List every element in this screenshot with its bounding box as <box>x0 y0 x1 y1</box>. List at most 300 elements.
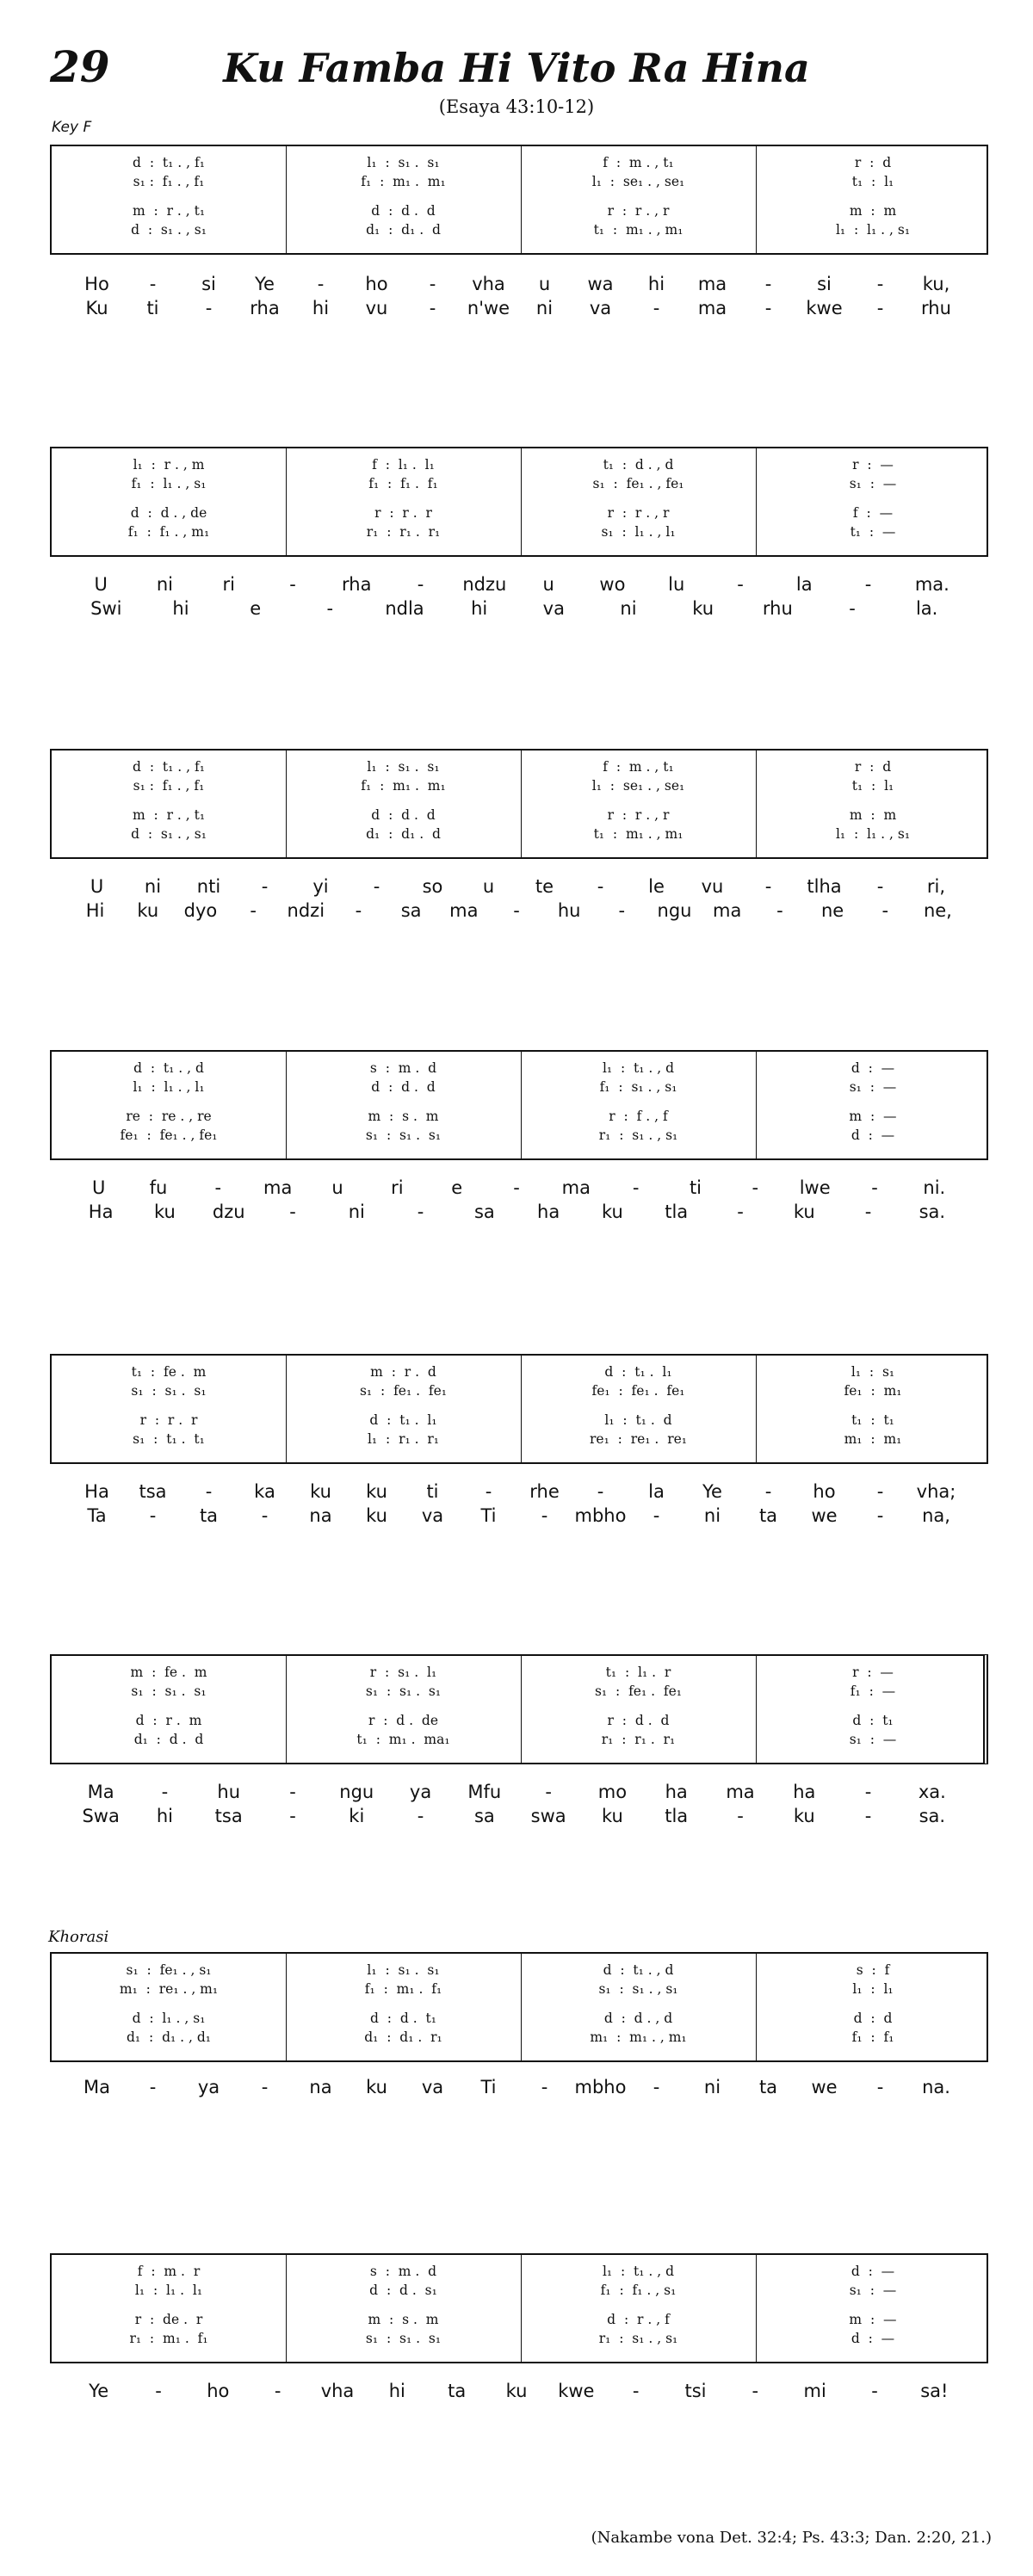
syllable-hyphen: - <box>205 298 213 318</box>
solfa-voice-line: l₁ : se₁ . , se₁ <box>591 778 685 794</box>
solfa-voice-line: s₁ : — <box>849 476 897 491</box>
solfa-voice-line: s₁ : s₁ . s₁ <box>365 1683 442 1699</box>
solfa-voice-line: l₁ : s₁ . s₁ <box>367 155 440 170</box>
solfa-voice-line: m : r . , t₁ <box>132 203 206 219</box>
lyric-syllable: si <box>817 274 832 294</box>
lyric-syllable: we <box>811 2077 838 2097</box>
solfa-voice-line: f₁ : m₁ . f₁ <box>364 1981 442 1997</box>
solfa-voice-line: s₁ : — <box>849 2283 897 2298</box>
syllable-hyphen: - <box>289 1782 296 1802</box>
lyric-syllable: Ha <box>88 1202 114 1222</box>
lyric-syllable: ni. <box>923 1177 946 1198</box>
lyric-syllable: ni <box>144 876 162 897</box>
syllable-hyphen: - <box>417 1202 424 1222</box>
lyric-syllable: vha <box>320 2381 355 2401</box>
solfa-voice-line: d : — <box>851 2264 895 2279</box>
syllable-hyphen: - <box>355 900 362 921</box>
solfa-voice-line: d : t₁ <box>852 1713 894 1728</box>
lyric-syllable: hi <box>388 2381 405 2401</box>
solfa-voice-line: f : — <box>852 505 894 521</box>
lyric-syllable: ku <box>137 900 159 921</box>
staff-box <box>50 2253 988 2363</box>
lyric-syllable: Ti <box>480 2077 497 2097</box>
lyric-syllable: ti <box>146 298 159 318</box>
lyric-syllable: ndzi <box>287 900 325 921</box>
syllable-hyphen: - <box>632 2381 640 2401</box>
syllable-hyphen: - <box>737 1202 744 1222</box>
lyric-syllable: ku <box>793 1806 815 1826</box>
lyric-syllable: si <box>201 274 216 294</box>
lyric-syllable: ri <box>391 1177 404 1198</box>
lyric-syllable: Ye <box>89 2381 109 2401</box>
solfa-voice-line: t₁ : m₁ . , m₁ <box>593 222 684 238</box>
syllable-hyphen: - <box>632 1177 640 1198</box>
lyric-syllable: ma <box>561 1177 591 1198</box>
solfa-voice-line: r₁ : s₁ . , s₁ <box>598 1127 678 1143</box>
lyric-syllable: ha <box>665 1782 688 1802</box>
solfa-voice-line: r : d . d <box>607 1713 670 1728</box>
lyric-syllable: va <box>421 2077 444 2097</box>
staff-box <box>50 447 988 557</box>
lyric-syllable: hi <box>172 598 189 619</box>
solfa-voice-line: d : — <box>851 2331 895 2346</box>
syllable-hyphen: - <box>764 274 772 294</box>
lyric-syllable: na <box>309 1505 332 1526</box>
syllable-hyphen: - <box>876 2077 884 2097</box>
solfa-voice-line: l₁ : l₁ . , s₁ <box>835 222 911 238</box>
solfa-voice-line: r₁ : m₁ . f₁ <box>129 2331 208 2346</box>
solfa-voice-line: s₁ : s₁ . s₁ <box>365 1127 442 1143</box>
solfa-voice-line: m₁ : m₁ . , m₁ <box>590 2029 687 2045</box>
lyric-line <box>69 1505 964 1529</box>
lyric-syllable: ngu <box>339 1782 374 1802</box>
solfa-voice-line: l₁ : r₁ . r₁ <box>367 1431 440 1447</box>
solfa-voice-line: f₁ : l₁ . , s₁ <box>131 476 207 491</box>
lyric-syllable: ngu <box>657 900 692 921</box>
lyric-syllable: ni <box>535 298 554 318</box>
lyric-syllable: sa! <box>920 2381 949 2401</box>
lyric-syllable: hu <box>217 1782 241 1802</box>
hymn-title: Ku Famba Hi Vito Ra Hina <box>223 45 810 91</box>
syllable-hyphen: - <box>149 2077 157 2097</box>
solfa-voice-line: r : — <box>852 1665 894 1680</box>
lyric-line <box>69 1782 964 1806</box>
lyric-line <box>69 1202 964 1226</box>
solfa-voice-line: d : d . d <box>371 807 436 823</box>
syllable-hyphen: - <box>752 2381 759 2401</box>
syllable-hyphen: - <box>653 1505 660 1526</box>
solfa-voice-line: r : r . , r <box>607 807 670 823</box>
lyric-syllable: U <box>94 574 108 595</box>
solfa-voice-line: r : s₁ . l₁ <box>369 1665 437 1680</box>
lyric-syllable: la <box>648 1481 665 1502</box>
solfa-voice-line: d₁ : d₁ . , d₁ <box>127 2029 211 2045</box>
lyric-syllable: ma <box>697 274 727 294</box>
solfa-voice-line: r : f . , f <box>609 1109 668 1124</box>
lyric-syllable: ta <box>448 2381 467 2401</box>
lyric-syllable: ku <box>310 1481 331 1502</box>
syllable-hyphen: - <box>864 1202 872 1222</box>
solfa-voice-line: t₁ : — <box>850 524 896 540</box>
lyric-syllable: mbho <box>574 1505 627 1526</box>
syllable-hyphen: - <box>864 1782 872 1802</box>
lyric-syllable: ya <box>409 1782 432 1802</box>
lyric-syllable: ma <box>449 900 479 921</box>
lyric-syllable: va <box>542 598 565 619</box>
solfa-voice-line: s₁ : t₁ . t₁ <box>133 1431 205 1447</box>
solfa-voice-line: s₁ : fe₁ . , fe₁ <box>592 476 684 491</box>
lyric-line <box>69 598 964 622</box>
lyric-syllable: Ti <box>480 1505 497 1526</box>
lyric-syllable: tlha <box>807 876 842 897</box>
solfa-voice-line: m : — <box>849 2312 897 2327</box>
syllable-hyphen: - <box>205 1481 213 1502</box>
solfa-voice-line: l₁ : s₁ . s₁ <box>367 759 440 775</box>
solfa-voice-line: m : r . , t₁ <box>132 807 206 823</box>
solfa-voice-line: t₁ : l₁ <box>851 778 894 794</box>
solfa-voice-line: d : t₁ . , f₁ <box>133 155 205 170</box>
syllable-hyphen: - <box>653 2077 660 2097</box>
solfa-voice-line: d : d . d <box>371 203 436 219</box>
syllable-hyphen: - <box>864 574 872 595</box>
solfa-voice-line: t₁ : l₁ . r <box>605 1665 671 1680</box>
solfa-voice-line: l₁ : t₁ . , d <box>602 2264 675 2279</box>
lyric-syllable: sa <box>473 1806 495 1826</box>
lyric-syllable: ku <box>793 1202 815 1222</box>
footnote-references: (Nakambe vona Det. 32:4; Ps. 43:3; Dan. 2:20, 21.) <box>591 2529 992 2547</box>
solfa-voice-line: d : d . s₁ <box>369 2283 437 2298</box>
lyric-syllable: ri, <box>926 876 946 897</box>
lyric-syllable: Mfu <box>467 1782 502 1802</box>
lyric-syllable: ya <box>197 2077 220 2097</box>
lyric-syllable: Hi <box>85 900 105 921</box>
staff-box <box>50 1354 988 1464</box>
solfa-voice-line: fe₁ : fe₁ . , fe₁ <box>120 1127 218 1143</box>
syllable-hyphen: - <box>261 2077 269 2097</box>
syllable-hyphen: - <box>876 876 884 897</box>
solfa-voice-line: s₁ : — <box>849 1732 897 1747</box>
lyric-line <box>69 1177 964 1202</box>
staff-box <box>50 1654 988 1764</box>
lyric-syllable: dzu <box>212 1202 245 1222</box>
syllable-hyphen: - <box>261 876 269 897</box>
solfa-voice-line: t₁ : fe . m <box>131 1364 207 1380</box>
lyric-syllable: vu <box>365 298 388 318</box>
lyric-syllable: ne <box>820 900 844 921</box>
solfa-voice-line: l₁ : l₁ . l₁ <box>134 2283 203 2298</box>
lyric-syllable: nti <box>196 876 221 897</box>
lyric-syllable: na. <box>922 2077 950 2097</box>
solfa-voice-line: s : m . d <box>369 1060 437 1076</box>
lyric-syllable: kwe <box>558 2381 595 2401</box>
lyric-syllable: we <box>811 1505 838 1526</box>
solfa-voice-line: f₁ : f₁ . f₁ <box>368 476 438 491</box>
syllable-hyphen: - <box>317 274 325 294</box>
lyric-syllable: ma <box>713 900 742 921</box>
solfa-voice-line: f : l₁ . l₁ <box>372 457 435 473</box>
lyric-syllable: ka <box>254 1481 275 1502</box>
solfa-voice-line: d₁ : d₁ . d <box>366 222 441 238</box>
lyric-syllable: ho <box>813 1481 836 1502</box>
solfa-voice-line: d : s₁ . , s₁ <box>131 826 207 842</box>
staff-box <box>50 1952 988 2062</box>
lyric-syllable: lu <box>668 574 685 595</box>
lyric-syllable: u <box>331 1177 343 1198</box>
lyric-syllable: sa <box>473 1202 495 1222</box>
solfa-voice-line: t₁ : l₁ <box>851 174 894 189</box>
lyric-syllable: rha <box>342 574 372 595</box>
syllable-hyphen: - <box>513 900 520 921</box>
solfa-voice-line: m₁ : re₁ . , m₁ <box>119 1981 219 1997</box>
solfa-voice-line: d : s₁ . , s₁ <box>131 222 207 238</box>
solfa-voice-line: f₁ : — <box>850 1683 896 1699</box>
solfa-voice-line: d : t₁ . , f₁ <box>133 759 205 775</box>
solfa-voice-line: d : t₁ . , d <box>603 1962 674 1978</box>
lyric-syllable: va <box>421 1505 444 1526</box>
lyric-syllable: yi <box>312 876 329 897</box>
lyric-syllable: ti <box>689 1177 702 1198</box>
lyric-syllable: tsa <box>139 1481 167 1502</box>
lyric-syllable: hi <box>471 598 488 619</box>
lyric-syllable: ku <box>602 1202 623 1222</box>
solfa-voice-line: m : m <box>849 203 897 219</box>
solfa-voice-line: d : t₁ . l₁ <box>369 1412 437 1428</box>
solfa-voice-line: fe₁ : fe₁ . fe₁ <box>591 1383 685 1399</box>
lyric-syllable: ti <box>426 1481 439 1502</box>
solfa-voice-line: d : l₁ . , s₁ <box>132 2011 206 2026</box>
solfa-voice-line: r₁ : r₁ . r₁ <box>601 1732 676 1747</box>
lyric-syllable: dyo <box>183 900 218 921</box>
solfa-voice-line: d : d . d <box>371 1079 436 1095</box>
lyric-line <box>69 298 964 322</box>
solfa-voice-line: s₁ : f₁ . , f₁ <box>133 174 205 189</box>
lyric-syllable: U <box>90 876 104 897</box>
staff-box <box>50 749 988 859</box>
lyric-syllable: na, <box>922 1505 950 1526</box>
lyric-syllable: ndla <box>385 598 424 619</box>
solfa-voice-line: r : d <box>854 155 892 170</box>
lyric-syllable: vu <box>701 876 724 897</box>
lyric-syllable: va <box>589 298 612 318</box>
lyric-syllable: ma. <box>914 574 949 595</box>
syllable-hyphen: - <box>289 1806 296 1826</box>
lyric-syllable: la <box>795 574 813 595</box>
solfa-voice-line: r : — <box>852 457 894 473</box>
solfa-voice-line: s : f <box>856 1962 890 1978</box>
solfa-voice-line: d : r . m <box>135 1713 202 1728</box>
lyric-syllable: ku <box>366 2077 387 2097</box>
syllable-hyphen: - <box>871 2381 878 2401</box>
lyric-syllable: hi <box>312 298 330 318</box>
solfa-voice-line: t₁ : t₁ <box>851 1412 894 1428</box>
solfa-voice-line: l₁ : se₁ . , se₁ <box>591 174 685 189</box>
syllable-hyphen: - <box>429 274 436 294</box>
lyric-syllable: mo <box>597 1782 628 1802</box>
staff-box <box>50 145 988 255</box>
solfa-voice-line: l₁ : t₁ . d <box>604 1412 672 1428</box>
solfa-voice-line: l₁ : t₁ . , d <box>602 1060 675 1076</box>
solfa-voice-line: t₁ : d . , d <box>603 457 674 473</box>
solfa-voice-line: s₁ : s₁ . s₁ <box>365 2331 442 2346</box>
lyric-syllable: rhu <box>762 598 793 619</box>
solfa-voice-line: s₁ : — <box>849 1079 897 1095</box>
lyric-syllable: ri <box>222 574 235 595</box>
lyric-syllable: wa <box>587 274 614 294</box>
solfa-voice-line: r : r . r <box>139 1412 198 1428</box>
solfa-voice-line: m : r . d <box>370 1364 436 1380</box>
lyric-syllable: ni <box>703 1505 721 1526</box>
lyric-syllable: ho <box>207 2381 230 2401</box>
lyric-syllable: le <box>648 876 665 897</box>
lyric-syllable: wo <box>599 574 626 595</box>
syllable-hyphen: - <box>764 298 772 318</box>
solfa-voice-line: s₁ : fe₁ . fe₁ <box>359 1383 448 1399</box>
syllable-hyphen: - <box>326 598 334 619</box>
lyric-syllable: rha <box>250 298 280 318</box>
lyric-syllable: sa <box>400 900 422 921</box>
lyric-syllable: e <box>250 598 262 619</box>
lyric-syllable: na <box>309 2077 332 2097</box>
syllable-hyphen: - <box>485 1481 492 1502</box>
lyric-line <box>69 274 964 298</box>
solfa-voice-line: s₁ : s₁ . , s₁ <box>598 1981 678 1997</box>
lyric-syllable: e <box>451 1177 463 1198</box>
lyric-syllable: ni <box>348 1202 365 1222</box>
syllable-hyphen: - <box>149 274 157 294</box>
chorus-label: Khorasi <box>48 1928 109 1946</box>
syllable-hyphen: - <box>541 2077 548 2097</box>
lyric-line <box>69 900 964 924</box>
solfa-voice-line: f : m . r <box>137 2264 201 2279</box>
solfa-voice-line: r : de . r <box>134 2312 203 2327</box>
scripture-reference: (Esaya 43:10-12) <box>438 96 595 117</box>
syllable-hyphen: - <box>289 574 296 595</box>
solfa-voice-line: l₁ : s₁ <box>851 1364 895 1380</box>
syllable-hyphen: - <box>289 1202 296 1222</box>
lyric-line <box>69 1481 964 1505</box>
syllable-hyphen: - <box>597 1481 604 1502</box>
lyric-syllable: ndzu <box>462 574 507 595</box>
solfa-voice-line: d₁ : d₁ . r₁ <box>364 2029 442 2045</box>
solfa-voice-line: r : r . , r <box>607 505 670 521</box>
lyric-syllable: sa. <box>919 1202 946 1222</box>
syllable-hyphen: - <box>161 1782 169 1802</box>
lyric-syllable: kwe <box>806 298 843 318</box>
lyric-syllable: vha; <box>916 1481 956 1502</box>
lyric-line <box>69 876 964 900</box>
lyric-syllable: Ta <box>87 1505 107 1526</box>
solfa-voice-line: s₁ : l₁ . , l₁ <box>601 524 676 540</box>
solfa-voice-line: m : s . m <box>368 2312 439 2327</box>
solfa-voice-line: s₁ : s₁ . s₁ <box>131 1383 207 1399</box>
syllable-hyphen: - <box>417 574 424 595</box>
lyric-line <box>69 1806 964 1830</box>
solfa-voice-line: d : t₁ . l₁ <box>604 1364 672 1380</box>
solfa-voice-line: f₁ : m₁ . m₁ <box>361 174 446 189</box>
lyric-syllable: ku <box>692 598 714 619</box>
lyric-syllable: fu <box>149 1177 168 1198</box>
syllable-hyphen: - <box>155 2381 162 2401</box>
lyric-syllable: ku <box>154 1202 176 1222</box>
solfa-voice-line: re₁ : re₁ . re₁ <box>589 1431 688 1447</box>
lyric-syllable: ma <box>726 1782 755 1802</box>
syllable-hyphen: - <box>881 900 889 921</box>
lyric-syllable: u <box>542 574 554 595</box>
lyric-syllable: hi <box>647 274 665 294</box>
lyric-syllable: Ho <box>84 274 109 294</box>
lyric-syllable: mbho <box>574 2077 627 2097</box>
syllable-hyphen: - <box>764 876 772 897</box>
syllable-hyphen: - <box>545 1782 552 1802</box>
lyric-syllable: ho <box>365 274 388 294</box>
solfa-voice-line: d : d . , d <box>603 2011 673 2026</box>
syllable-hyphen: - <box>776 900 783 921</box>
syllable-hyphen: - <box>373 876 380 897</box>
syllable-hyphen: - <box>541 1505 548 1526</box>
lyric-syllable: ku <box>505 2381 528 2401</box>
solfa-voice-line: s₁ : fe₁ . , s₁ <box>126 1962 212 1978</box>
lyric-syllable: Ye <box>255 274 275 294</box>
solfa-voice-line: s : m . d <box>369 2264 437 2279</box>
solfa-voice-line: r₁ : s₁ . , s₁ <box>598 2331 678 2346</box>
lyric-syllable: hi <box>156 1806 173 1826</box>
lyric-syllable: Ye <box>702 1481 722 1502</box>
solfa-voice-line: d : d <box>853 2011 893 2026</box>
lyric-syllable: n'we <box>467 298 510 318</box>
syllable-hyphen: - <box>250 900 257 921</box>
solfa-voice-line: d : r . , f <box>607 2312 670 2327</box>
syllable-hyphen: - <box>618 900 626 921</box>
syllable-hyphen: - <box>737 1806 744 1826</box>
lyric-syllable: ni <box>620 598 637 619</box>
solfa-voice-line: m : — <box>849 1109 897 1124</box>
solfa-voice-line: l₁ : l₁ <box>852 1981 894 1997</box>
lyric-syllable: la. <box>915 598 938 619</box>
solfa-voice-line: fe₁ : m₁ <box>844 1383 902 1399</box>
lyric-syllable: te <box>535 876 554 897</box>
lyric-syllable: u <box>538 274 551 294</box>
lyric-syllable: Ma <box>87 1782 114 1802</box>
solfa-voice-line: d : — <box>851 1060 895 1076</box>
solfa-voice-line: f₁ : m₁ . m₁ <box>361 778 446 794</box>
syllable-hyphen: - <box>417 1806 424 1826</box>
solfa-voice-line: s₁ : f₁ . , f₁ <box>133 778 205 794</box>
lyric-line <box>69 2077 964 2101</box>
syllable-hyphen: - <box>597 876 604 897</box>
syllable-hyphen: - <box>261 1505 269 1526</box>
syllable-hyphen: - <box>876 1481 884 1502</box>
solfa-voice-line: r : r . r <box>374 505 432 521</box>
solfa-voice-line: m : s . m <box>368 1109 439 1124</box>
solfa-voice-line: f : m . , t₁ <box>603 155 674 170</box>
staff-box <box>50 1050 988 1160</box>
syllable-hyphen: - <box>864 1806 872 1826</box>
lyric-syllable: vha <box>472 274 505 294</box>
lyric-syllable: ta <box>199 1505 219 1526</box>
solfa-voice-line: s₁ : s₁ . s₁ <box>131 1683 207 1699</box>
solfa-voice-line: f : m . , t₁ <box>603 759 674 775</box>
solfa-voice-line: m₁ : m₁ <box>844 1431 902 1447</box>
lyric-syllable: Swi <box>90 598 122 619</box>
syllable-hyphen: - <box>274 2381 281 2401</box>
syllable-hyphen: - <box>764 1481 772 1502</box>
lyric-syllable: so <box>422 876 443 897</box>
lyric-syllable: rhu <box>921 298 951 318</box>
solfa-voice-line: d₁ : d₁ . d <box>366 826 441 842</box>
solfa-voice-line: d : — <box>851 1127 895 1143</box>
solfa-voice-line: l₁ : l₁ . , s₁ <box>835 826 911 842</box>
solfa-voice-line: r₁ : r₁ . r₁ <box>366 524 441 540</box>
